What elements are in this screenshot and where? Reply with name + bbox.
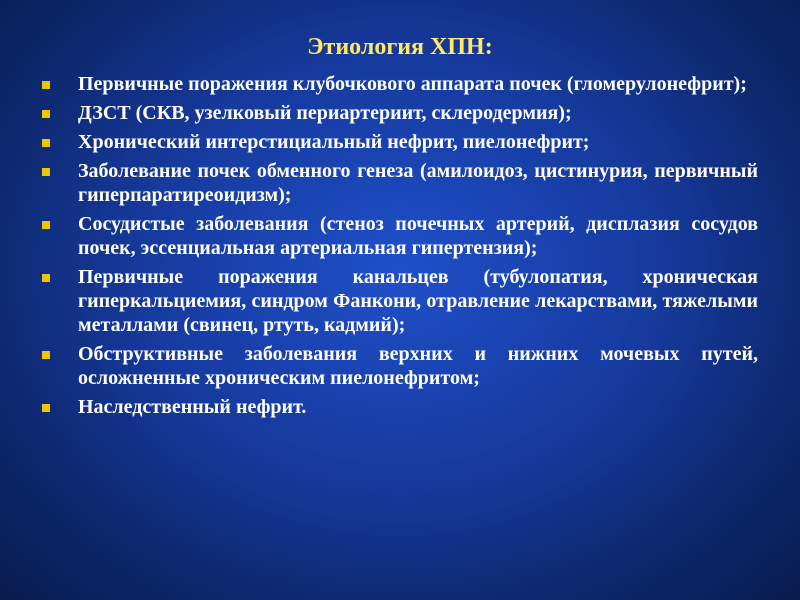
bullet-text: Первичные поражения канальцев (тубулопатия, хроническая гиперкальциемия, синдром Фанкони, отравление лекарствами, тяжелыми металлами (свинец, ртуть, кадмий); xyxy=(78,266,758,336)
bullet-text: ДЗСТ (СКВ, узелковый периартериит, склеродермия); xyxy=(78,102,572,124)
bullet-text: Сосудистые заболевания (стеноз почечных артерий, дисплазия сосудов почек, эссенциальная артериальная гипертензия); xyxy=(78,213,758,259)
bullet-item-vascular xyxy=(42,212,758,260)
square-bullet-icon xyxy=(42,274,50,282)
bullet-text: Наследственный нефрит. xyxy=(78,396,307,418)
bullet-item-interstitial-nephritis xyxy=(42,130,758,154)
square-bullet-icon xyxy=(42,168,50,176)
bullet-list xyxy=(42,72,758,424)
bullet-item-tubular xyxy=(42,265,758,337)
bullet-item-metabolic xyxy=(42,159,758,207)
square-bullet-icon xyxy=(42,81,50,89)
bullet-item-glomerulonephritis xyxy=(42,72,758,96)
bullet-text: Обструктивные заболевания верхних и нижних мочевых путей, осложненные хроническим пиелонефритом; xyxy=(78,343,758,389)
square-bullet-icon xyxy=(42,351,50,359)
square-bullet-icon xyxy=(42,221,50,229)
bullet-item-obstructive xyxy=(42,342,758,390)
bullet-text: Заболевание почек обменного генеза (амилоидоз, цистинурия, первичный гиперпаратиреоидизм); xyxy=(78,160,758,206)
bullet-text: Первичные поражения клубочкового аппарата почек (гломерулонефрит); xyxy=(78,73,747,95)
bullet-item-hereditary xyxy=(42,395,758,419)
square-bullet-icon xyxy=(42,110,50,118)
slide-title: Этиология ХПН: xyxy=(307,34,493,60)
square-bullet-icon xyxy=(42,404,50,412)
square-bullet-icon xyxy=(42,139,50,147)
bullet-item-connective-tissue xyxy=(42,101,758,125)
bullet-text: Хронический интерстициальный нефрит, пиелонефрит; xyxy=(78,131,590,153)
